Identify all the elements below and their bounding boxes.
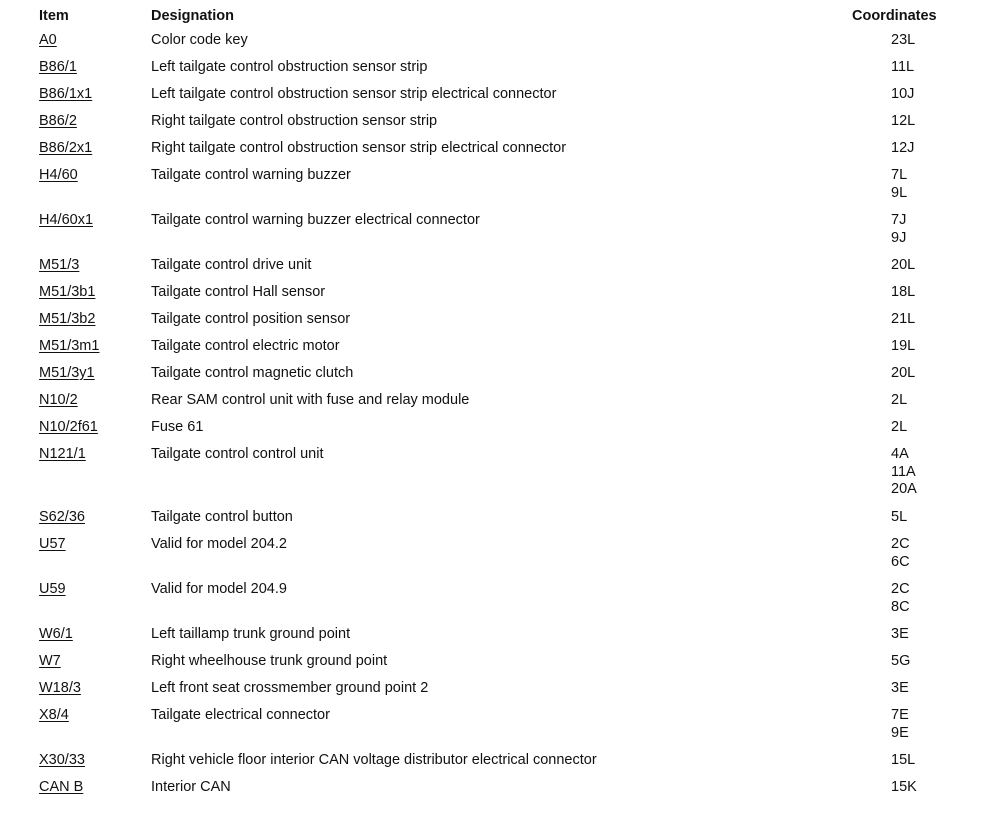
item-link[interactable]: M51/3y1 — [39, 365, 95, 381]
coordinate-value: 5L — [891, 509, 908, 525]
table-row — [0, 59, 982, 86]
header-designation: Designation — [151, 8, 234, 24]
item-designation: Tailgate control electric motor — [151, 338, 340, 354]
item-designation: Tailgate control warning buzzer electrical connector — [151, 212, 480, 228]
item-designation: Right vehicle floor interior CAN voltage distributor electrical connector — [151, 752, 597, 768]
item-designation: Tailgate control warning buzzer — [151, 167, 351, 183]
item-link[interactable]: M51/3b2 — [39, 311, 96, 327]
table-row — [0, 653, 982, 680]
item-coordinates — [891, 59, 914, 77]
coordinate-value: 2L — [891, 419, 908, 435]
coordinate-value: 9L — [891, 184, 908, 201]
item-designation: Tailgate control button — [151, 509, 293, 525]
coordinate-value: 7E — [891, 707, 909, 723]
coordinate-value: 5G — [891, 653, 911, 669]
coordinate-value: 12L — [891, 113, 916, 129]
item-link[interactable]: M51/3 — [39, 257, 80, 273]
item-coordinates — [891, 140, 914, 158]
coordinate-value: 20L — [891, 365, 916, 381]
item-designation: Left tailgate control obstruction sensor strip electrical connector — [151, 86, 557, 102]
item-designation: Valid for model 204.2 — [151, 536, 287, 552]
item-link[interactable]: M51/3m1 — [39, 338, 100, 354]
coordinate-value: 15L — [891, 752, 916, 768]
table-row — [0, 257, 982, 284]
item-designation: Valid for model 204.9 — [151, 581, 287, 597]
coordinate-value: 11A — [891, 463, 916, 480]
header-item: Item — [39, 8, 69, 24]
item-designation: Interior CAN — [151, 779, 231, 795]
item-coordinates — [891, 653, 910, 671]
item-coordinates — [891, 626, 909, 644]
coordinate-value: 21L — [891, 311, 916, 327]
table-row — [0, 140, 982, 167]
table-row — [0, 338, 982, 365]
item-link[interactable]: B86/2x1 — [39, 140, 93, 156]
item-designation: Right tailgate control obstruction sensor strip electrical connector — [151, 140, 567, 156]
item-coordinates — [891, 509, 907, 527]
item-link[interactable]: U59 — [39, 581, 66, 597]
item-link[interactable]: N10/2 — [39, 392, 78, 408]
coordinate-value: 9E — [891, 724, 909, 741]
item-link[interactable]: N10/2f61 — [39, 419, 98, 435]
coordinate-value: 3E — [891, 626, 909, 642]
table-row — [0, 779, 982, 806]
item-link[interactable]: N121/1 — [39, 446, 86, 462]
table-header — [0, 6, 982, 26]
coordinate-value: 12J — [891, 140, 915, 156]
table-row — [0, 311, 982, 338]
item-link[interactable]: M51/3b1 — [39, 284, 96, 300]
item-coordinates — [891, 446, 917, 499]
item-coordinates — [891, 581, 910, 616]
item-coordinates — [891, 752, 915, 770]
coordinate-value: 18L — [891, 284, 916, 300]
item-designation: Left tailgate control obstruction sensor strip — [151, 59, 428, 75]
header-coordinates: Coordinates — [852, 8, 937, 24]
table-row — [0, 752, 982, 779]
item-designation: Tailgate control Hall sensor — [151, 284, 326, 300]
item-designation: Fuse 61 — [151, 419, 204, 435]
item-link[interactable]: U57 — [39, 536, 66, 552]
coordinate-value: 2C — [891, 536, 910, 552]
item-designation: Left front seat crossmember ground point 2 — [151, 680, 429, 696]
coordinate-value: 9J — [891, 229, 907, 246]
table-row — [0, 536, 982, 581]
table-row — [0, 212, 982, 257]
item-coordinates — [891, 167, 907, 202]
item-designation: Right tailgate control obstruction sensor strip — [151, 113, 438, 129]
item-coordinates — [891, 284, 915, 302]
item-coordinates — [891, 536, 910, 571]
coordinate-value: 8C — [891, 598, 910, 615]
coordinate-value: 3E — [891, 680, 909, 696]
item-designation: Rear SAM control unit with fuse and relay module — [151, 392, 470, 408]
coordinate-value: 2L — [891, 392, 908, 408]
item-coordinates — [891, 365, 915, 383]
table-row — [0, 680, 982, 707]
item-coordinates — [891, 779, 917, 797]
item-link[interactable]: W18/3 — [39, 680, 81, 696]
item-link[interactable]: H4/60 — [39, 167, 78, 183]
item-link[interactable]: S62/36 — [39, 509, 85, 525]
table-row — [0, 113, 982, 140]
coordinate-value: 20A — [891, 481, 917, 497]
item-coordinates — [891, 338, 915, 356]
item-designation: Tailgate electrical connector — [151, 707, 330, 723]
coordinate-value: 15K — [891, 779, 917, 795]
item-link[interactable]: X8/4 — [39, 707, 69, 723]
item-designation: Tailgate control magnetic clutch — [151, 365, 354, 381]
table-row — [0, 167, 982, 212]
item-link[interactable]: X30/33 — [39, 752, 85, 768]
table-row — [0, 419, 982, 446]
coordinate-value: 10J — [891, 86, 915, 102]
item-link[interactable]: W7 — [39, 653, 61, 669]
table-row — [0, 581, 982, 626]
coordinate-value: 23L — [891, 32, 916, 48]
table-row — [0, 707, 982, 752]
table-row — [0, 392, 982, 419]
coordinate-value: 6C — [891, 553, 910, 570]
item-designation: Right wheelhouse trunk ground point — [151, 653, 388, 669]
item-coordinates — [891, 257, 915, 275]
table-row — [0, 86, 982, 113]
item-coordinates — [891, 419, 907, 437]
table-row — [0, 626, 982, 653]
item-link[interactable]: A0 — [39, 32, 57, 48]
item-coordinates — [891, 311, 915, 329]
coordinate-value: 19L — [891, 338, 916, 354]
coordinate-value: 20L — [891, 257, 916, 273]
item-coordinates — [891, 32, 915, 50]
item-designation: Tailgate control control unit — [151, 446, 324, 462]
coordinate-value: 4A — [891, 446, 909, 462]
item-link[interactable]: CAN B — [39, 779, 84, 795]
item-designation: Color code key — [151, 32, 248, 48]
coordinate-value: 7L — [891, 167, 908, 183]
item-designation: Tailgate control position sensor — [151, 311, 351, 327]
item-link[interactable]: H4/60x1 — [39, 212, 94, 228]
item-coordinates — [891, 86, 914, 104]
item-link[interactable]: B86/1x1 — [39, 86, 93, 102]
item-coordinates — [891, 680, 909, 698]
coordinate-value: 7J — [891, 212, 907, 228]
item-designation: Left taillamp trunk ground point — [151, 626, 351, 642]
item-coordinates — [891, 707, 909, 742]
item-link[interactable]: W6/1 — [39, 626, 73, 642]
item-designation: Tailgate control drive unit — [151, 257, 312, 273]
item-link[interactable]: B86/1 — [39, 59, 77, 75]
table-row — [0, 509, 982, 536]
item-coordinates — [891, 113, 915, 131]
item-coordinates — [891, 212, 906, 247]
legend-table — [0, 32, 982, 806]
coordinate-value: 11L — [891, 59, 915, 75]
coordinate-value: 2C — [891, 581, 910, 597]
item-coordinates — [891, 392, 907, 410]
table-row — [0, 446, 982, 509]
table-row — [0, 365, 982, 392]
table-row — [0, 32, 982, 59]
table-row — [0, 284, 982, 311]
item-link[interactable]: B86/2 — [39, 113, 77, 129]
